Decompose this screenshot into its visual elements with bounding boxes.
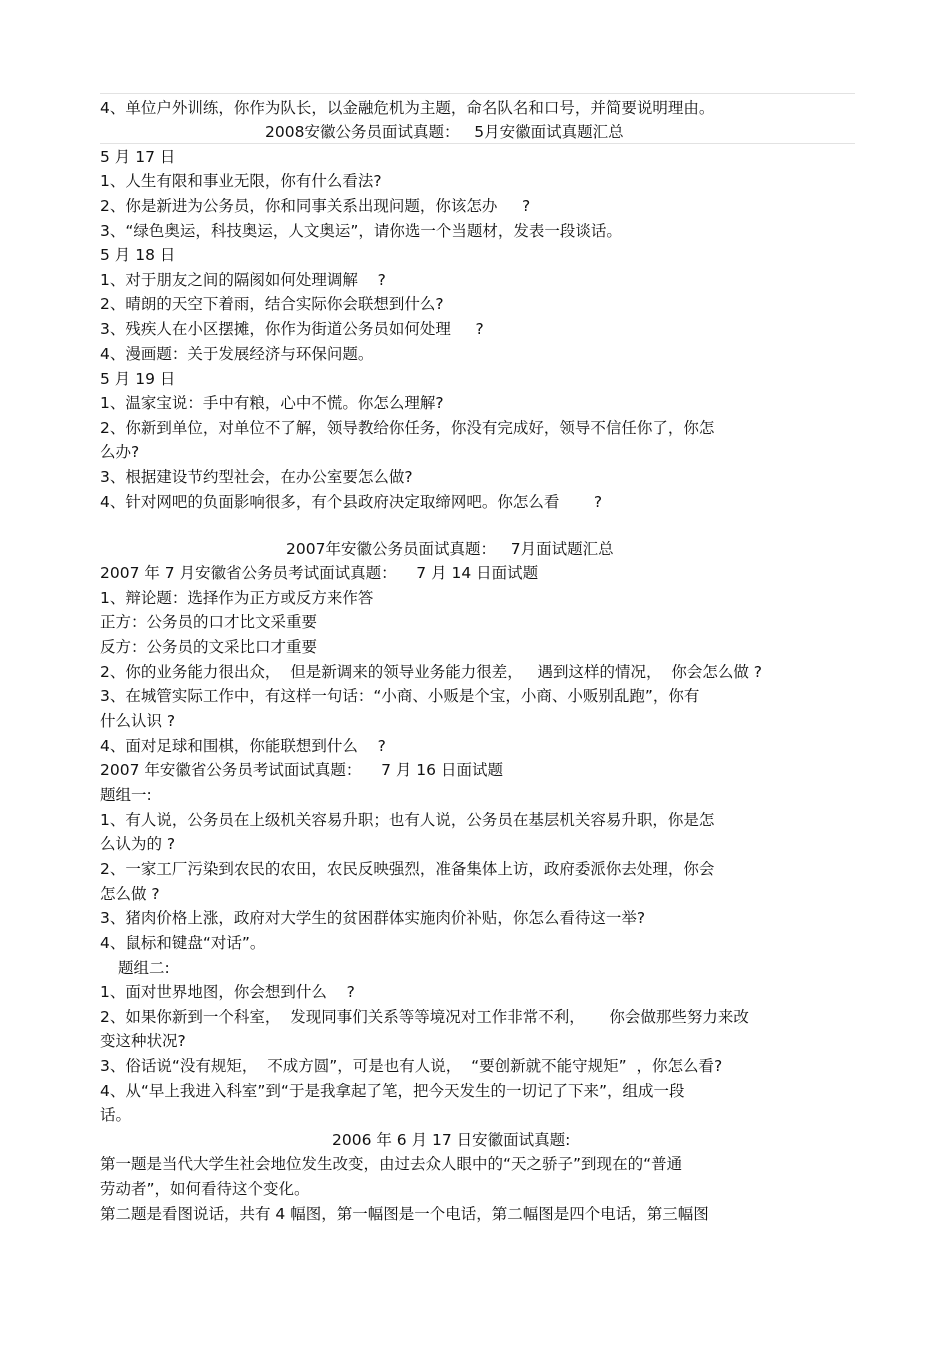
question-line: 3、根据建设节约型社会，在办公室要怎么做?: [100, 468, 413, 486]
question-line: 劳动者”，如何看待这个变化。: [100, 1180, 310, 1198]
date-line: 5 月 18 日: [100, 246, 176, 264]
subsection-heading: 2007 年安徽省公务员考试面试真题： 7 月 16 日面试题: [100, 761, 503, 779]
question-line: 2、如果你新到一个科室， 发现同事们关系等等境况对工作非常不利， 你会做那些努力来改: [100, 1008, 749, 1026]
question-line: 4、漫画题：关于发展经济与环保问题。: [100, 345, 374, 363]
question-line: 1、温家宝说：手中有粮，心中不慌。你怎么理解?: [100, 394, 444, 412]
question-line: 2、一家工厂污染到农民的农田，农民反映强烈，准备集体上访，政府委派你去处理，你会: [100, 860, 715, 878]
divider: [100, 143, 855, 144]
group-heading: 题组二:: [118, 959, 170, 977]
section-heading: 2008安徽公务员面试真题： 5月安徽面试真题汇总: [265, 123, 624, 141]
question-line: 2、晴朗的天空下着雨，结合实际你会联想到什么?: [100, 295, 444, 313]
question-line: 4、针对网吧的负面影响很多，有个县政府决定取缔网吧。你怎么看 ?: [100, 493, 603, 511]
date-line: 5 月 17 日: [100, 148, 176, 166]
question-line: 2、你是新进为公务员，你和同事关系出现问题，你该怎办 ?: [100, 197, 531, 215]
section-heading: 2007年安徽公务员面试真题： 7月面试题汇总: [286, 540, 614, 558]
divider: [100, 93, 855, 94]
question-line: 1、辩论题：选择作为正方或反方来作答: [100, 589, 374, 607]
question-line: 3、俗话说“没有规矩， 不成方圆”，可是也有人说， “要创新就不能守规矩” ，你怎么看?: [100, 1057, 723, 1075]
question-line: 4、面对足球和围棋，你能联想到什么 ?: [100, 737, 386, 755]
question-line: 4、从“早上我进入科室”到“于是我拿起了笔，把今天发生的一切记了下来”，组成一段: [100, 1082, 685, 1100]
group-heading: 题组一:: [100, 786, 152, 804]
question-line: 3、在城管实际工作中，有这样一句话：“小商、小贩是个宝，小商、小贩别乱跑”，你有: [100, 687, 700, 705]
question-line: 4、单位户外训练，你作为队长，以金融危机为主题，命名队名和口号，并简要说明理由。: [100, 99, 715, 117]
question-line: 3、“绿色奥运，科技奥运，人文奥运”，请你选一个当题材，发表一段谈话。: [100, 222, 622, 240]
question-line: 3、猪肉价格上涨，政府对大学生的贫困群体实施肉价补贴，你怎么看待这一举?: [100, 909, 646, 927]
question-line: 1、面对世界地图，你会想到什么 ?: [100, 983, 355, 1001]
question-line: 4、鼠标和键盘“对话”。: [100, 934, 266, 952]
date-line: 5 月 19 日: [100, 370, 176, 388]
question-line: 第二题是看图说话，共有 4 幅图，第一幅图是一个电话，第二幅图是四个电话，第三幅图: [100, 1205, 709, 1223]
question-line: 话。: [100, 1106, 132, 1124]
question-line: 1、对于朋友之间的隔阂如何处理调解 ?: [100, 271, 386, 289]
question-line: 么办?: [100, 443, 140, 461]
section-heading: 2006 年 6 月 17 日安徽面试真题:: [332, 1131, 571, 1149]
question-line: 2、你的业务能力很出众， 但是新调来的领导业务能力很差， 遇到这样的情况， 你会怎么做 ?: [100, 663, 763, 681]
subsection-heading: 2007 年 7 月安徽省公务员考试面试真题： 7 月 14 日面试题: [100, 564, 539, 582]
question-line: 反方：公务员的文采比口才重要: [100, 638, 318, 656]
question-line: 变这种状况?: [100, 1032, 186, 1050]
question-line: 怎么做 ?: [100, 885, 160, 903]
question-line: 正方：公务员的口才比文采重要: [100, 613, 318, 631]
question-line: 3、残疾人在小区摆摊，你作为街道公务员如何处理 ?: [100, 320, 484, 338]
question-line: 1、有人说，公务员在上级机关容易升职；也有人说，公务员在基层机关容易升职，你是怎: [100, 811, 715, 829]
question-line: 什么认识 ?: [100, 712, 176, 730]
question-line: 1、人生有限和事业无限，你有什么看法?: [100, 172, 382, 190]
question-line: 2、你新到单位，对单位不了解，领导教给你任务，你没有完成好，领导不信任你了，你怎: [100, 419, 715, 437]
question-line: 第一题是当代大学生社会地位发生改变，由过去众人眼中的“天之骄子”到现在的“普通: [100, 1155, 683, 1173]
question-line: 么认为的 ?: [100, 835, 176, 853]
